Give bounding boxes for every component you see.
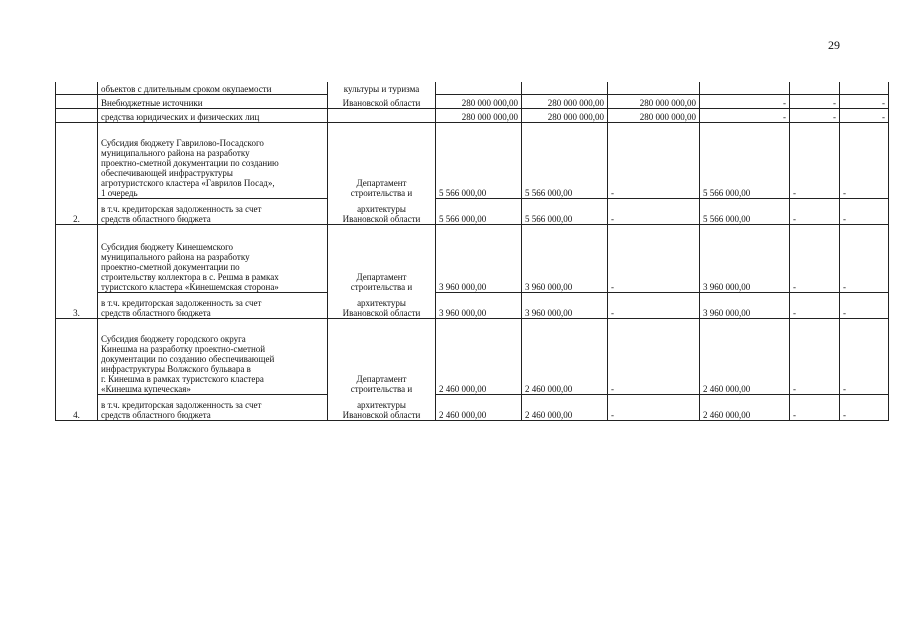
row-description: объектов с длительным сроком окупаемости	[98, 82, 328, 94]
dept-line: строительства и	[350, 282, 413, 292]
dash-cell: -	[790, 122, 840, 198]
table-row	[56, 82, 889, 94]
dept-line: Департамент	[356, 374, 407, 384]
department-cell: Ивановской области	[328, 94, 436, 108]
amount-cell: 280 000 000,00	[436, 94, 522, 108]
dept-line: Департамент	[356, 272, 407, 282]
desc-line: проектно-сметной документации по созданию	[101, 157, 279, 168]
dash-cell: -	[700, 94, 790, 108]
dash-cell: -	[790, 108, 840, 122]
desc-line: Субсидия бюджету городского округа	[101, 333, 246, 344]
dept-line: Департамент	[356, 178, 407, 188]
dash-cell: -	[608, 122, 700, 198]
desc-line: агротуристского кластера «Гаврилов Посад»,	[101, 177, 275, 188]
amount-cell: 3 960 000,00	[700, 224, 790, 292]
table-cell	[700, 82, 790, 94]
table-row	[56, 108, 889, 122]
row-number: 4.	[56, 318, 98, 420]
amount-cell: 3 960 000,00	[700, 292, 790, 318]
desc-line: обеспечивающей инфраструктуры	[101, 167, 233, 178]
amount-cell: 2 460 000,00	[700, 394, 790, 420]
dash-cell: -	[840, 394, 889, 420]
amount-cell: 5 566 000,00	[522, 122, 608, 198]
desc-line: документации по созданию обеспечивающей	[101, 353, 275, 364]
desc-line: средств областного бюджета	[101, 307, 211, 318]
dash-cell: -	[840, 122, 889, 198]
dash-cell: -	[608, 292, 700, 318]
dash-cell: -	[790, 394, 840, 420]
amount-cell: 5 566 000,00	[522, 198, 608, 224]
dash-cell: -	[790, 94, 840, 108]
row-description: Внебюджетные источники	[98, 94, 328, 108]
table-row	[56, 292, 889, 318]
table-cell	[56, 108, 98, 122]
page-number: 29	[828, 38, 840, 52]
amount-cell: 5 566 000,00	[700, 122, 790, 198]
desc-line: «Кинешма купеческая»	[101, 383, 191, 394]
row-subdescription	[98, 394, 328, 420]
dash-cell: -	[790, 224, 840, 292]
desc-line: муниципального района на разработку	[101, 147, 250, 158]
table-row	[56, 122, 889, 198]
desc-line: строительству коллектора в с. Решма в рамках	[101, 271, 279, 282]
dash-cell: -	[700, 108, 790, 122]
table-cell	[56, 94, 98, 108]
desc-line: в т.ч. кредиторская задолженность за счет	[101, 399, 262, 410]
budget-table	[55, 82, 889, 421]
desc-line: Субсидия бюджету Кинешемского	[101, 241, 234, 252]
desc-line: в т.ч. кредиторская задолженность за счет	[101, 203, 262, 214]
dash-cell: -	[608, 318, 700, 394]
dash-cell: -	[840, 108, 889, 122]
dash-cell: -	[608, 224, 700, 292]
table-row	[56, 318, 889, 394]
department-cell	[328, 198, 436, 224]
amount-cell: 2 460 000,00	[436, 318, 522, 394]
amount-cell: 280 000 000,00	[608, 108, 700, 122]
department-cell: культуры и туризма	[328, 82, 436, 94]
row-subdescription	[98, 292, 328, 318]
dept-line: Ивановской области	[342, 213, 421, 224]
dash-cell: -	[790, 318, 840, 394]
table-row	[56, 94, 889, 108]
dash-cell: -	[840, 318, 889, 394]
desc-line: Кинешма на разработку проектно-сметной	[101, 343, 266, 354]
desc-line: г. Кинешма в рамках туристского кластера	[101, 373, 264, 384]
amount-cell: 280 000 000,00	[522, 94, 608, 108]
dept-line: Ивановской области	[342, 409, 421, 420]
amount-cell: 3 960 000,00	[522, 292, 608, 318]
table-cell	[840, 82, 889, 94]
amount-cell: 5 566 000,00	[436, 122, 522, 198]
department-cell	[328, 318, 436, 394]
row-description: средства юридических и физических лиц	[98, 108, 328, 122]
desc-line: 1 очередь	[101, 187, 138, 198]
desc-line: муниципального района на разработку	[101, 251, 250, 262]
desc-line: Субсидия бюджету Гаврилово-Посадского	[101, 137, 264, 148]
dept-line: строительства и	[350, 384, 413, 394]
department-cell	[328, 108, 436, 122]
dept-line: Ивановской области	[342, 307, 421, 318]
department-cell	[328, 292, 436, 318]
amount-cell: 280 000 000,00	[522, 108, 608, 122]
dash-cell: -	[790, 292, 840, 318]
amount-cell: 3 960 000,00	[436, 292, 522, 318]
row-subdescription	[98, 198, 328, 224]
table-cell	[790, 82, 840, 94]
department-cell	[328, 224, 436, 292]
desc-line: средств областного бюджета	[101, 409, 211, 420]
table-row	[56, 394, 889, 420]
department-cell	[328, 394, 436, 420]
table-cell	[522, 82, 608, 94]
desc-line: средств областного бюджета	[101, 213, 211, 224]
table-cell	[56, 82, 98, 94]
table-cell	[608, 82, 700, 94]
table-row	[56, 224, 889, 292]
dept-line: архитектуры	[357, 203, 406, 214]
amount-cell: 280 000 000,00	[436, 108, 522, 122]
dash-cell: -	[608, 198, 700, 224]
amount-cell: 2 460 000,00	[700, 318, 790, 394]
row-description	[98, 122, 328, 198]
dash-cell: -	[790, 198, 840, 224]
amount-cell: 280 000 000,00	[608, 94, 700, 108]
dept-line: строительства и	[350, 188, 413, 198]
amount-cell: 3 960 000,00	[522, 224, 608, 292]
row-number: 3.	[56, 224, 98, 318]
desc-line: туристского кластера «Кинешемская сторона»	[101, 281, 279, 292]
amount-cell: 5 566 000,00	[436, 198, 522, 224]
department-cell	[328, 122, 436, 198]
amount-cell: 2 460 000,00	[522, 394, 608, 420]
amount-cell: 3 960 000,00	[436, 224, 522, 292]
amount-cell: 2 460 000,00	[436, 394, 522, 420]
desc-line: инфраструктуры Волжского бульвара в	[101, 363, 251, 374]
amount-cell: 5 566 000,00	[700, 198, 790, 224]
row-description	[98, 318, 328, 394]
amount-cell: 2 460 000,00	[522, 318, 608, 394]
dash-cell: -	[840, 292, 889, 318]
dash-cell: -	[608, 394, 700, 420]
dept-line: архитектуры	[357, 399, 406, 410]
desc-line: проектно-сметной документации по	[101, 261, 240, 272]
row-description	[98, 224, 328, 292]
desc-line: в т.ч. кредиторская задолженность за счет	[101, 297, 262, 308]
row-number: 2.	[56, 122, 98, 224]
dash-cell: -	[840, 94, 889, 108]
dash-cell: -	[840, 224, 889, 292]
table-row	[56, 198, 889, 224]
dash-cell: -	[840, 198, 889, 224]
table-cell	[436, 82, 522, 94]
dept-line: архитектуры	[357, 297, 406, 308]
